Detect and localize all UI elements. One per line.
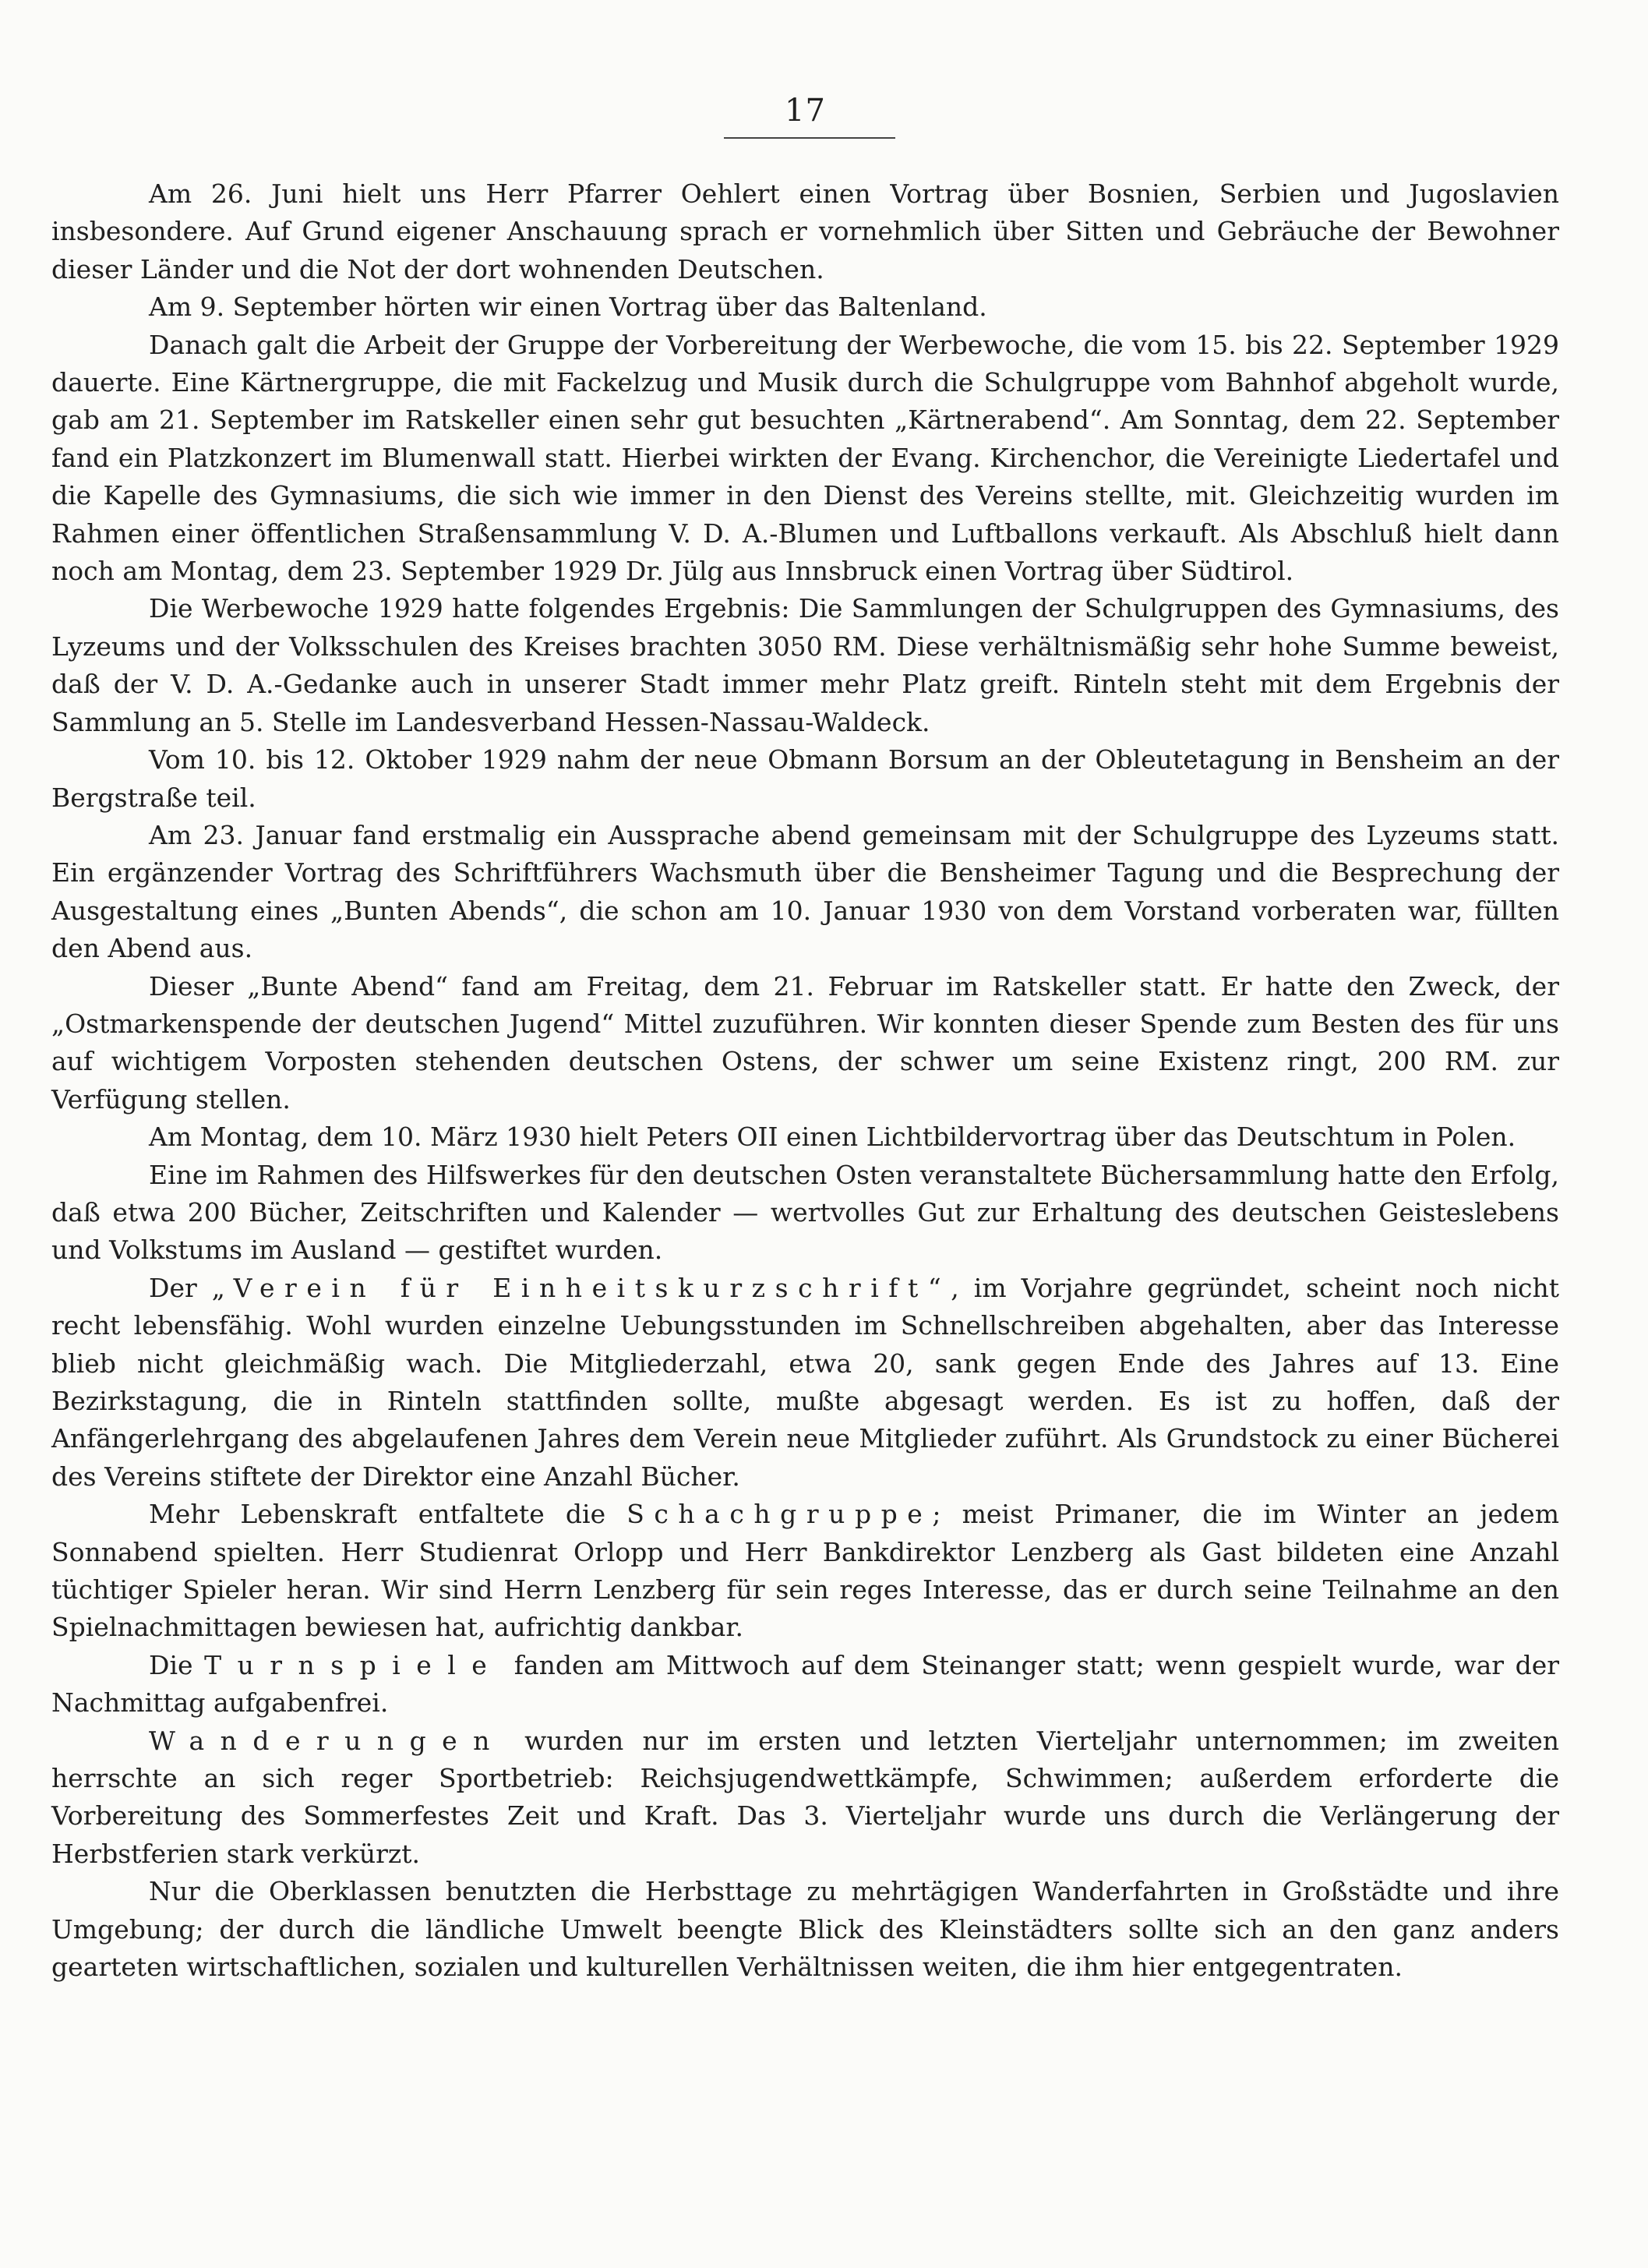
paragraph-lichtbildervortrag: Am Montag, dem 10. März 1930 hielt Peters OII einen Lichtbildervortrag über das Deutschtum in Polen. xyxy=(149,1122,1516,1153)
paragraph-werbewoche: Danach galt die Arbeit der Gruppe der Vorbereitung der Werbewoche, die vom 15. bis 22. September 1929 dauerte. Eine Kärtnergruppe, die mit Fackelzug und Musik durch die Schulgruppe vom Bahnhof abgeholt wurde, gab am 21. September im Ratskeller einen sehr gut besuchten „Kärtnerabend“. Am Sonntag, dem 22. September fand ein Platzkonzert im Blumenwall statt. Hierbei wirkten der Evang. Kirchenchor, die Vereinigte Liedertafel und die Kapelle des Gymnasiums, die sich wie immer in den Dienst des Vereins stellte, mit. Gleichzeitig wurden im Rahmen einer öffentlichen Straßensammlung V. D. A.-Blumen und Luftballons verkauft. Als Abschluß hielt dann noch am Montag, dem 23. September 1929 Dr. Jülg aus Innsbruck einen Vortrag über Südtirol. xyxy=(51,329,1559,587)
page-number: 17 xyxy=(785,93,826,129)
paragraph-obleutetagung: Vom 10. bis 12. Oktober 1929 nahm der neue Obmann Borsum an der Obleutetagung in Bensheim an der Bergstraße teil. xyxy=(51,744,1559,813)
turnspiele-name: Turnspiele xyxy=(204,1649,503,1680)
paragraph-bunter-abend: Dieser „Bunte Abend“ fand am Freitag, dem 21. Februar im Ratskeller statt. Er hatte den Zweck, der „Ostmarkenspende der deutschen Jugend“ Mittel zuzuführen. Wir konnten dieser Spende zum Besten des für uns auf wichtigem Vorposten stehenden deutschen Ostens, der schwer um seine Existenz ringt, 200 RM. zur Verfügung stellen. xyxy=(51,970,1559,1115)
turn-intro: Die xyxy=(149,1649,205,1680)
paragraph-wanderungen xyxy=(51,1722,1559,1874)
kurzschrift-intro: Der xyxy=(149,1272,212,1303)
paragraph-buechersammlung: Eine im Rahmen des Hilfswerkes für den deutschen Osten veranstaltete Büchersammlung hatte den Erfolg, daß etwa 200 Bücher, Zeitschriften und Kalender — wertvolles Gut zur Erhaltung des deutschen Geisteslebens und Volkstums im Ausland — gestiftet wurden. xyxy=(51,1159,1559,1266)
kurzschrift-body: , im Vorjahre gegründet, scheint noch nicht recht lebensfähig. Wohl wurden einzelne Uebungsstunden im Schnellschreiben abgehalten, aber das Interesse blieb nicht gleichmäßig wach. Die Mitgliederzahl, etwa 20, sank gegen Ende des Jahres auf 13. Eine Bezirkstagung, die in Rinteln stattfinden sollte, mußte abgesagt werden. Es ist zu hoffen, daß der Anfängerlehrgang des abgelaufenen Jahres dem Verein neue Mitglieder zuführt. Als Grundstock zu einer Bücherei des Vereins stiftete der Direktor eine Anzahl Bücher. xyxy=(51,1272,1559,1492)
document-page xyxy=(51,0,1559,2268)
paragraph-ausspracheabend: Am 23. Januar fand erstmalig ein Aussprache abend gemeinsam mit der Schulgruppe des Lyzeums statt. Ein ergänzender Vortrag des Schriftführers Wachsmuth über die Bensheimer Tagung und die Besprechung der Ausgestaltung eines „Bunten Abends“, die schon am 10. Januar 1930 von dem Vorstand vorberaten war, füllten den Abend aus. xyxy=(51,819,1559,964)
page-number-rule xyxy=(724,137,895,139)
paragraph-ergebnis: Die Werbewoche 1929 hatte folgendes Ergebnis: Die Sammlungen der Schulgruppen des Gymnasiums, des Lyzeums und der Volksschulen des Kreises brachten 3050 RM. Diese verhältnismäßig sehr hohe Summe beweist, daß der V. D. A.-Gedanke auch in unserer Stadt immer mehr Platz greift. Rinteln steht mit dem Ergebnis der Sammlung an 5. Stelle im Landesverband Hessen-Nassau-Waldeck. xyxy=(51,593,1559,737)
body-text xyxy=(51,175,1559,1987)
paragraph-baltenland: Am 9. September hörten wir einen Vortrag über das Baltenland. xyxy=(149,291,987,323)
turn-body: fanden am Mittwoch auf dem Steinanger statt; wenn gespielt wurde, war der Nachmittag aufgabenfrei. xyxy=(51,1649,1560,1719)
paragraph-herbsttage: Nur die Oberklassen benutzten die Herbsttage zu mehrtägigen Wanderfahrten in Großstädte und ihre Umgebung; der durch die ländliche Umwelt beengte Blick des Kleinstädters sollte sich an den ganz anders gearteten wirtschaftlichen, sozialen und kulturellen Verhältnissen weiten, die ihm hier entgegentraten. xyxy=(51,1876,1559,1983)
schach-intro: Mehr Lebenskraft entfaltete die xyxy=(149,1499,627,1530)
schachgruppe-name: Schachgruppe xyxy=(626,1499,933,1530)
paragraph-schachgruppe xyxy=(51,1496,1559,1647)
wanderungen-name: Wanderungen xyxy=(149,1725,506,1756)
paragraph-turnspiele xyxy=(51,1647,1559,1722)
kurzschrift-verein-name: „Verein für Einheitskurzschrift“ xyxy=(211,1272,951,1303)
paragraph-bosnien-vortrag: Am 26. Juni hielt uns Herr Pfarrer Oehlert einen Vortrag über Bosnien, Serbien und Jugoslavien insbesondere. Auf Grund eigener Anschauung sprach er vornehmlich über Sitten und Gebräuche der Bewohner dieser Länder und die Not der dort wohnenden Deutschen. xyxy=(51,178,1559,284)
paragraph-kurzschrift-verein xyxy=(51,1270,1559,1496)
schach-body: ; meist Primaner, die im Winter an jedem Sonnabend spielten. Herr Studienrat Orlopp und Herr Bankdirektor Lenzberg als Gast bildeten eine Anzahl tüchtiger Spieler heran. Wir sind Herrn Lenzberg für sein reges Interesse, das er durch seine Teilnahme an den Spielnachmittagen bewiesen hat, aufrichtig dankbar. xyxy=(51,1499,1559,1643)
wander-body: wurden nur im ersten und letzten Vierteljahr unternommen; im zweiten herrschte an sich reger Sportbetrieb: Reichsjugendwettkämpfe, Schwimmen; außerdem erforderte die Vorbereitung des Sommerfestes Zeit und Kraft. Das 3. Vierteljahr wurde uns durch die Verlängerung der Herbstferien stark verkürzt. xyxy=(51,1725,1559,1869)
